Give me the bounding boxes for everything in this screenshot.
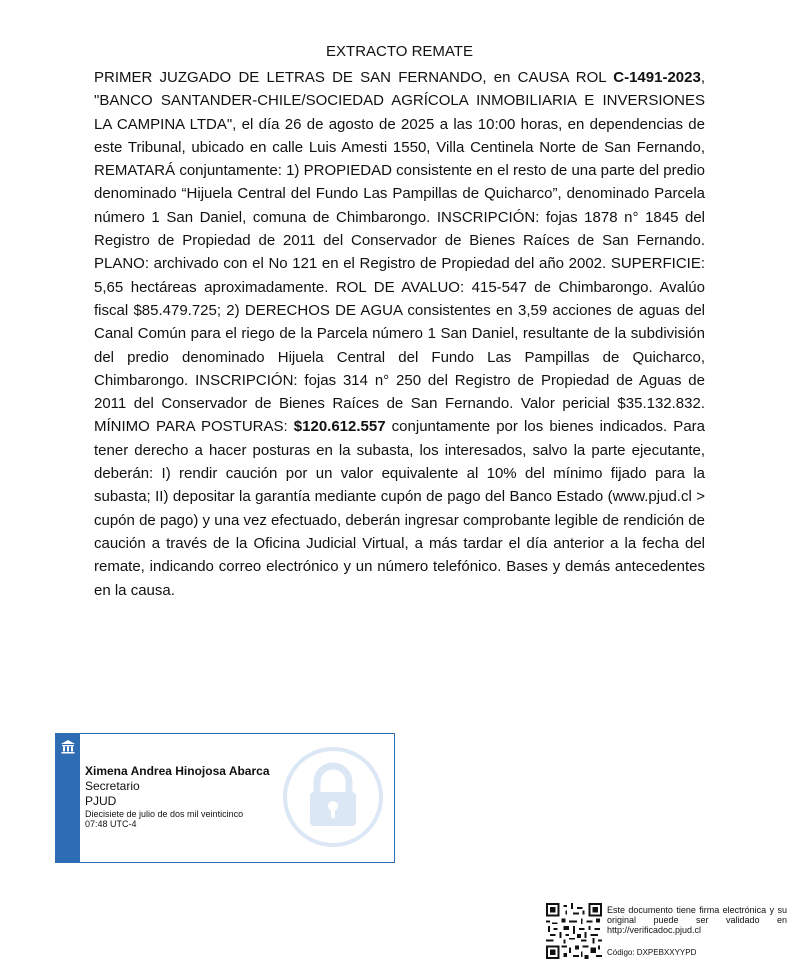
case-rol: C-1491-2023	[613, 69, 701, 86]
signature-date: Diecisiete de julio de dos mil veinticinco	[85, 809, 244, 819]
body-part-3: conjuntamente por los bienes indicados. Para tener derecho a hacer posturas en la subasta, los interesados, salvo la parte ejecutante, deberán: I) rendir caución por un valor equivalente al 10% del mínimo fijado para la subasta; II) depositar la garantía mediante cupón de pago del Banco Estado (www.pjud.cl > cupón de pago) y una vez efectuado, deberán ingresar comprobante legible de rendición de caución a través de la Oficina Judicial Virtual, a más tardar el día anterior a la fecha del remate, indicando correo electrónico y un número telefónico. Bases y demás antecedentes en la causa.	[94, 418, 705, 599]
verification-text: Este documento tiene firma electrónica y su original puede ser validado en http://verificadoc.pjud.cl	[607, 905, 787, 935]
signature-sidebar	[56, 734, 80, 862]
signer-role: Secretario	[85, 779, 140, 793]
body-part-2: , "BANCO SANTANDER-CHILE/SOCIEDAD AGRÍCOLA INMOBILIARIA E INVERSIONES LA CAMPINA LTDA", el día 26 de agosto de 2025 a las 10:00 horas, en dependencias de este Tribunal, ubicado en calle Luis Amesti 1550, Villa Centinela Norte de San Fernando, REMATARÁ conjuntamente: 1) PROPIEDAD consistente en el resto de una parte del predio denominado “Hijuela Central del Fundo Las Pampillas de Quicharco”, denominado Parcela número 1 San Daniel, comuna de Chimbarongo. INSCRIPCIÓN: fojas 1878 n° 1845 del Registro de Propiedad de 2011 del Conservador de Bienes Raíces de San Fernando. PLANO: archivado con el No 121 en el Registro de Propiedad del año 2002. SUPERFICIE: 5,65 hectáreas aproximadamente. ROL DE AVALUO: 415-547 de Chimbarongo. Avalúo fiscal $85.479.725; 2) DERECHOS DE AGUA consistentes en 3,59 acciones de aguas del Canal Común para el riego de la Parcela número 1 San Daniel, resultante de la subdivisión del predio denominado Hijuela Central del Fundo Las Pampillas de Quicharco, Chimbarongo. INSCRIPCIÓN: fojas 314 n° 250 del Registro de Propiedad de Aguas de 2011 del Conservador de Bienes Raíces de San Fernando. Valor pericial $35.132.832. MÍNIMO PARA POSTURAS:	[94, 69, 705, 436]
signer-name: Ximena Andrea Hinojosa Abarca	[85, 764, 270, 778]
signer-organization: PJUD	[85, 794, 117, 808]
verification-block	[546, 903, 791, 963]
signature-details	[85, 764, 270, 829]
courthouse-icon	[60, 739, 76, 755]
minimum-bid-amount: $120.612.557	[293, 418, 386, 436]
signature-box	[55, 733, 395, 863]
body-part-1: PRIMER JUZGADO DE LETRAS DE SAN FERNANDO, en CAUSA ROL	[94, 69, 614, 86]
lock-icon	[282, 746, 384, 848]
qr-code	[546, 903, 602, 959]
verification-code: Código: DXPEBXXYYPD	[607, 948, 697, 957]
document-title: EXTRACTO REMATE	[326, 43, 473, 60]
document-body	[94, 66, 705, 602]
signature-time: 07:48 UTC-4	[85, 819, 137, 829]
